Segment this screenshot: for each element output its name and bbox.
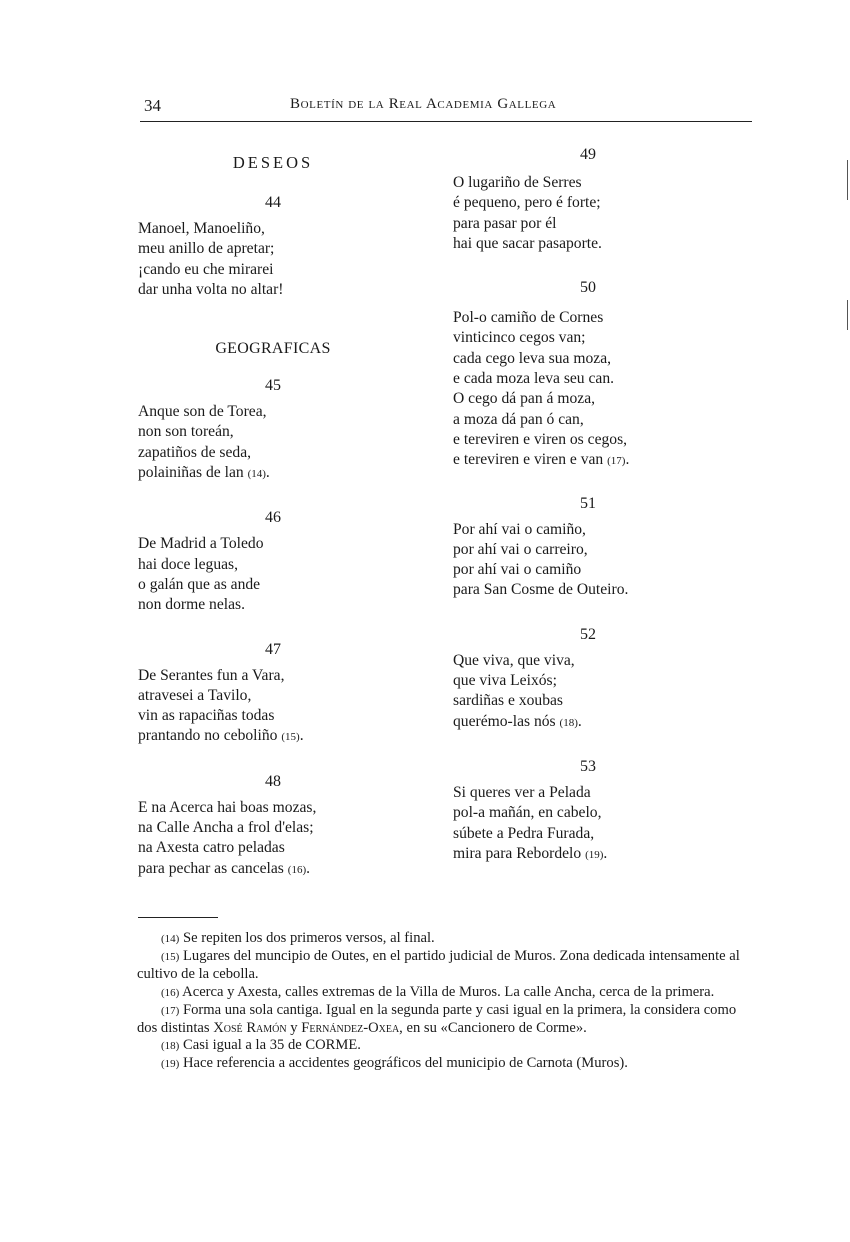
footnote-text: Acerca y Axesta, calles extremas de la Villa de Muros. La calle Ancha, cerca de la primera. xyxy=(182,983,715,1000)
verse-line: na Axesta catro peladas xyxy=(138,839,285,857)
verse-line xyxy=(138,859,408,880)
section-title-geograficas: GEOGRAFICAS xyxy=(215,340,331,358)
verse-text: polainiñas de lan xyxy=(138,464,244,482)
verse-line: Si queres ver a Pelada xyxy=(453,783,591,801)
poem-48 xyxy=(138,772,408,880)
verse-line xyxy=(453,844,723,865)
footnote-text: Se repiten los dos primeros versos, al final. xyxy=(182,930,435,946)
verse-line: zapatiños de seda, xyxy=(138,443,252,461)
verse-end: . xyxy=(265,464,270,482)
stanza xyxy=(453,308,723,471)
poem-51 xyxy=(453,494,723,601)
verse-line: por ahí vai o carreiro, xyxy=(453,540,588,558)
verse-end: . xyxy=(306,859,311,877)
footnote-17 xyxy=(137,1002,749,1037)
footnote-18 xyxy=(137,1037,749,1055)
poem-number: 49 xyxy=(580,146,596,163)
header-rule xyxy=(140,121,752,122)
poem-44 xyxy=(138,193,408,300)
footnote-16 xyxy=(137,984,749,1002)
poem-number: 47 xyxy=(265,640,281,658)
verse-text: prantando no ceboliño xyxy=(138,727,278,745)
stanza xyxy=(453,783,723,865)
verse-line: Por ahí vai o camiño, xyxy=(453,520,586,538)
verse-line: dar unha volta no altar! xyxy=(138,280,284,298)
verse-line: hai doce leguas, xyxy=(138,555,239,573)
page-number: 34 xyxy=(144,96,161,115)
poem-47 xyxy=(138,640,408,748)
footnote-text: Casi igual a la 35 de CORME. xyxy=(182,1037,361,1054)
verse-line: que viva Leixós; xyxy=(453,672,557,690)
footnote-ref: (19) xyxy=(585,848,604,861)
stanza xyxy=(453,651,723,733)
poem-50 xyxy=(453,278,723,471)
verse-line: é pequeno, pero é forte; xyxy=(453,194,601,212)
verse-line: na Calle Ancha a frol d'elas; xyxy=(138,819,314,837)
verse-line: hai que sacar pasaporte. xyxy=(453,234,602,252)
verse-line: O lugariño de Serres xyxy=(453,174,582,191)
verse-line: non son toreán, xyxy=(138,423,234,441)
verse-end: . xyxy=(603,844,608,862)
footnote-ref: (17) xyxy=(607,455,626,468)
footnote-mark: (15) xyxy=(161,951,180,964)
footnote-text: Hace referencia a accidentes geográficos del municipio de Carnota (Muros). xyxy=(182,1055,628,1072)
footnote-text: Lugares del muncipio de Outes, en el partido judicial de Muros. Zona dedicada intensamente al cultivo de la cebolla. xyxy=(137,948,740,983)
author-name: Xosé Ramón xyxy=(213,1020,287,1037)
verse-line xyxy=(453,712,723,733)
right-column xyxy=(453,140,723,865)
footnote-15 xyxy=(137,948,749,983)
footnote-text: , en su «Cancionero de Corme». xyxy=(399,1020,587,1037)
verse-line xyxy=(138,463,408,484)
verse-end: . xyxy=(299,727,304,745)
verse-line: atravesei a Tavilo, xyxy=(138,686,252,704)
stanza xyxy=(138,666,408,748)
verse-line: o galán que as ande xyxy=(138,575,261,593)
verse-line: De Serantes fun a Vara, xyxy=(138,666,285,684)
verse-line: O cego dá pan á moza, xyxy=(453,390,596,408)
verse-line: súbete a Pedra Furada, xyxy=(453,824,595,842)
footnote-ref: (15) xyxy=(281,731,300,744)
footnote-joiner: y xyxy=(290,1020,298,1037)
footnote-14 xyxy=(137,930,749,948)
section-title-deseos: DESEOS xyxy=(232,153,314,172)
verse-line: a moza dá pan ó can, xyxy=(453,410,584,428)
poem-number: 51 xyxy=(580,494,596,512)
stanza xyxy=(453,520,723,601)
verse-line: Manoel, Manoeliño, xyxy=(138,220,265,237)
verse-line: ¡cando eu che mirarei xyxy=(138,260,274,278)
footnote-mark: (16) xyxy=(161,986,180,999)
poem-number: 50 xyxy=(580,279,596,297)
poem-number: 44 xyxy=(265,194,281,211)
poem-number: 52 xyxy=(580,625,596,643)
verse-line: E na Acerca hai boas mozas, xyxy=(138,798,317,816)
verse-line: por ahí vai o camiño xyxy=(453,561,582,579)
footnote-mark: (14) xyxy=(161,933,180,945)
poem-45 xyxy=(138,376,408,484)
verse-line: De Madrid a Toledo xyxy=(138,535,264,553)
verse-line: Que viva, que viva, xyxy=(453,651,575,669)
verse-line xyxy=(138,726,408,747)
poem-number: 48 xyxy=(265,772,281,790)
author-name: Fernández-Oxea xyxy=(301,1020,400,1037)
stanza xyxy=(138,798,408,880)
footnote-ref: (18) xyxy=(559,716,578,729)
left-column xyxy=(138,140,408,880)
verse-line: cada cego leva sua moza, xyxy=(453,349,612,367)
verse-text: e tereviren e viren e van xyxy=(453,451,604,469)
verse-line: e tereviren e viren os cegos, xyxy=(453,430,628,448)
verse-text: querémo-las nós xyxy=(453,712,556,730)
poem-49 xyxy=(453,145,723,254)
verse-line: non dorme nelas. xyxy=(138,596,245,614)
poem-52 xyxy=(453,625,723,733)
footnote-mark: (17) xyxy=(161,1004,180,1017)
footnote-mark: (18) xyxy=(161,1040,180,1053)
stanza xyxy=(453,173,723,254)
scan-margin-mark xyxy=(847,300,848,330)
footnote-mark: (19) xyxy=(161,1058,180,1071)
footnote-ref: (14) xyxy=(247,468,266,481)
verse-line: para San Cosme de Outeiro. xyxy=(453,581,629,599)
verse-line: vinticinco cegos van; xyxy=(453,329,586,347)
footnotes xyxy=(137,930,749,1074)
verse-line: Anque son de Torea, xyxy=(138,403,267,421)
verse-text: mira para Rebordelo xyxy=(453,844,582,862)
scan-margin-mark xyxy=(847,160,848,200)
verse-end: . xyxy=(577,712,582,730)
poem-number: 53 xyxy=(580,757,596,775)
verse-line: Pol-o camiño de Cornes xyxy=(453,309,604,327)
verse-line: e cada moza leva seu can. xyxy=(453,370,615,388)
stanza xyxy=(138,534,408,615)
verse-line: sardiñas e xoubas xyxy=(453,692,563,710)
verse-line: meu anillo de apretar; xyxy=(138,240,275,258)
stanza xyxy=(138,219,408,300)
verse-line: vin as rapaciñas todas xyxy=(138,707,275,725)
running-title: Boletín de la Real Academia Gallega xyxy=(290,96,557,112)
poem-46 xyxy=(138,508,408,615)
footnote-rule xyxy=(138,917,218,918)
verse-line: para pasar por él xyxy=(453,214,557,232)
footnote-19 xyxy=(137,1055,749,1073)
verse-line: pol-a mañán, en cabelo, xyxy=(453,804,602,822)
footnote-text: Forma una sola cantiga. Igual en la segunda parte y casi igual en la primera, la considera como dos distintas xyxy=(137,1001,737,1037)
verse-text: para pechar as cancelas xyxy=(138,859,284,877)
verse-end: . xyxy=(625,451,630,469)
poem-53 xyxy=(453,757,723,865)
poem-number: 46 xyxy=(265,509,281,527)
verse-line xyxy=(453,450,723,471)
footnote-ref: (16) xyxy=(287,863,307,876)
stanza xyxy=(138,402,408,484)
poem-number: 45 xyxy=(265,377,281,395)
